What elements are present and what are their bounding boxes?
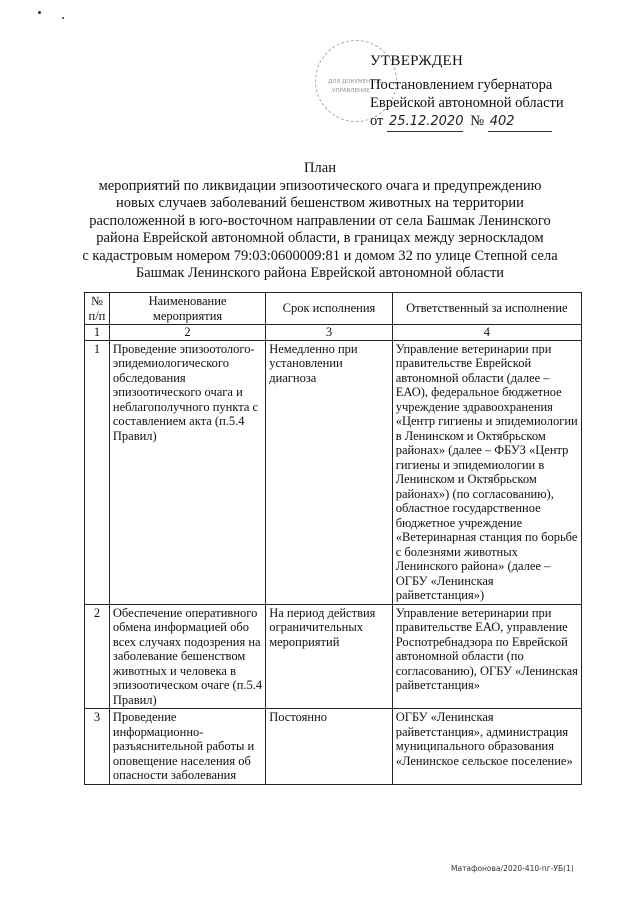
column-numbers-row [85,325,582,341]
table-row [85,709,582,785]
header-term: Срок исполнения [266,293,392,325]
plan-subtitle-line: новых случаев заболеваний бешенством животных на территории [116,195,524,211]
header-number: № п/п [85,293,110,325]
number-label: № [470,113,485,129]
approval-block [370,52,600,132]
scan-speck [38,11,41,14]
header-row [85,293,582,325]
approval-line-1: Постановлением губернатора [370,77,553,93]
plan-subtitle-line: района Еврейской автономной области, в границах между зерноскладом [96,230,544,246]
plan-table [84,292,582,785]
header-name: Наименование мероприятия [109,293,265,325]
approval-title: УТВЕРЖДЕН [370,53,464,69]
row-responsible: Управление ветеринарии при правительстве ЕАО, управление Роспотребнадзора по Еврейской автономной области (по согласованию), ОГБУ «Ленинская райветстанция» [392,604,581,709]
row-term: Постоянно [266,709,392,785]
approval-line-2: Еврейской автономной области [370,95,564,111]
plan-subtitle-line: с кадастровым номером 79:03:0600009:81 и домом 32 по улице Степной села [82,247,558,264]
row-name: Обеспечение оперативного обмена информацией обо всех случаях подозрения на заболевание бешенством животных и человека в эпизоотическом очаге (п.5.4 Правил) [109,604,265,709]
header-responsible: Ответственный за исполнение [392,293,581,325]
row-name: Проведение эпизоотолого-эпидемиологического обследования эпизоотического очага и неблагополучного пункта с составлением акта (п.5.4 Правил) [109,340,265,604]
plan-heading: План [304,160,336,176]
plan-subtitle-line: Башмак Ленинского района Еврейской автономной области [135,265,505,281]
plan-title [60,160,580,283]
stamp-text-1: ДЛЯ ДОКУМЕНТОВ [328,79,382,85]
column-number: 2 [109,325,265,341]
table-row [85,340,582,604]
table-row [85,604,582,709]
row-responsible: Управление ветеринарии при правительстве Еврейской автономной области (далее – ЕАО), федеральное бюджетное учреждение здравоохранения «Центр гигиены и эпидемиологии в Ленинском и Октябрьском районах» (далее – ФБУЗ «Центр гигиены и эпидемиологии в Ленинском и Октябрьском районах») (по согласованию), областное государственное бюджетное учреждение «Ветеринарная станция по борьбе с болезнями животных Ленинского района» (далее – ОГБУ «Ленинская райветстанция») [392,340,581,604]
stamp-text-2: УПРАВЛЕНИЕ [332,88,370,94]
plan-subtitle-line: расположенной в юго-восточном направлении от села Башмак Ленинского [89,212,551,229]
column-number: 3 [266,325,392,341]
plan-subtitle-line: мероприятий по ликвидации эпизоотического очага и предупреждению [98,177,542,194]
row-term: Немедленно при установлении диагноза [266,340,392,604]
approval-date-line [370,112,600,132]
row-number: 3 [85,709,110,785]
row-number: 2 [85,604,110,709]
row-name: Проведение информационно-разъяснительной работы и оповещение населения об опасности заболевания [109,709,265,785]
row-responsible: ОГБУ «Ленинская райветстанция», администрация муниципального образования «Ленинское сельское поселение» [392,709,581,785]
row-number: 1 [85,340,110,604]
approval-date: 25.12.2020 [387,113,463,132]
document-footer: Матафонова/2020-410-пг-УБ(1) [451,864,574,873]
column-number: 1 [85,325,110,341]
from-label: от [370,113,384,129]
row-term: На период действия ограничительных мероприятий [266,604,392,709]
scan-speck [62,17,64,19]
approval-number: 402 [488,113,552,132]
column-number: 4 [392,325,581,341]
